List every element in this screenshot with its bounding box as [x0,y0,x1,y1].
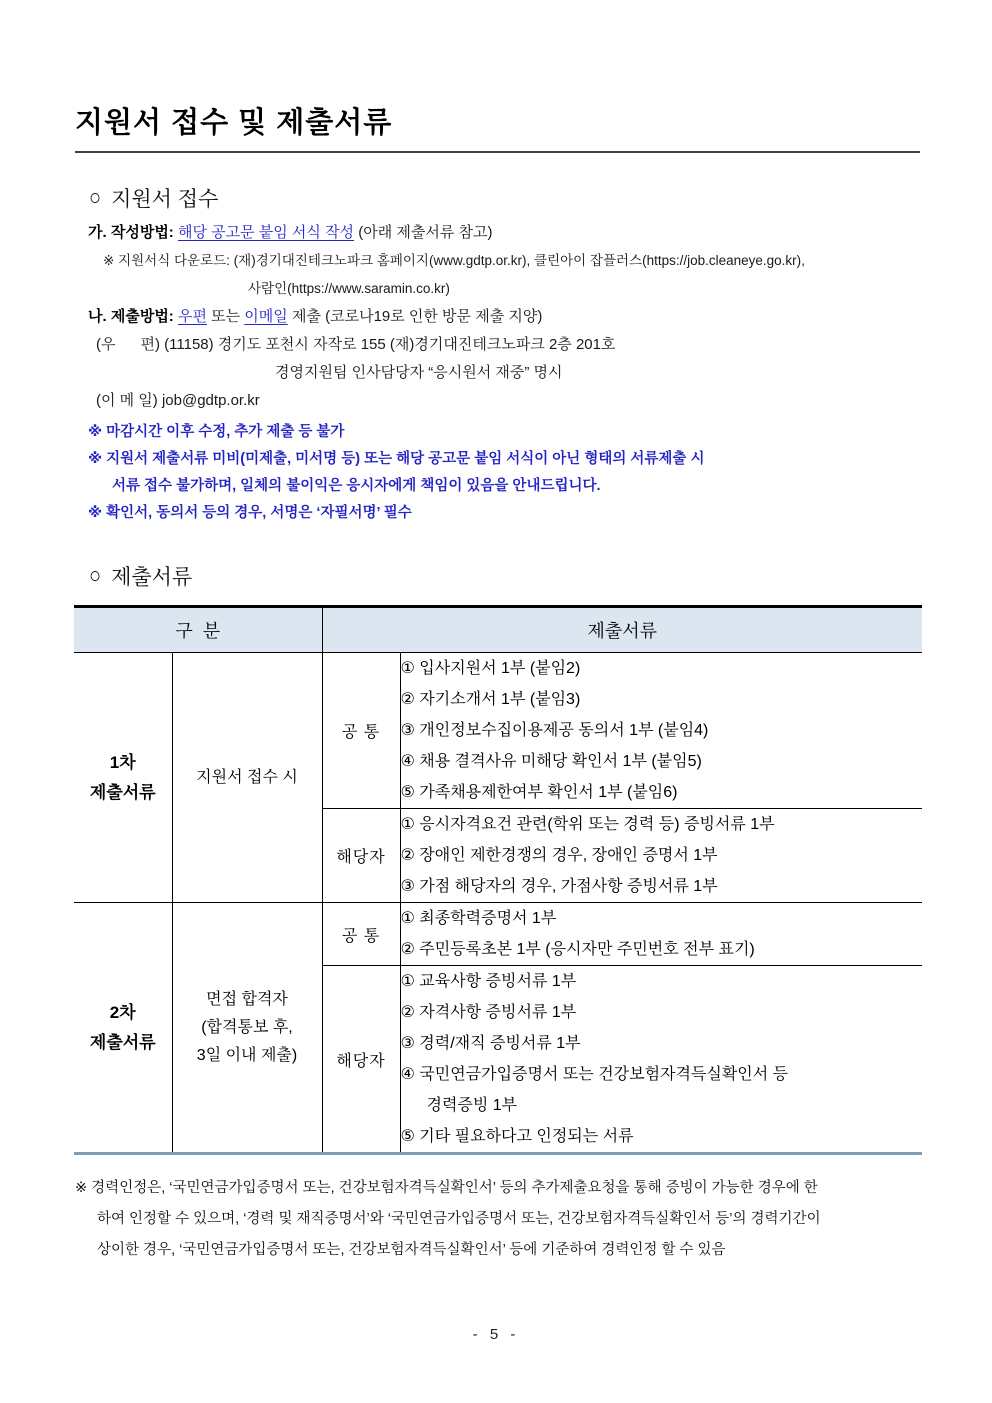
download-note-text: 지원서식 다운로드: (재)경기대진테크노파크 홈페이지(www.gdtp.or.kr), 클린아이 잡플러스(https://job.cleaneye.go.kr), [118,253,805,268]
type-cell-applicable: 해당자 [322,966,400,1154]
table-header-row [74,607,922,653]
footnote-line: 하여 인정할 수 있으며, ‘경력 및 재직증명서’와 ‘국민연금가입증명서 또는, 건강보험자격득실확인서 등’의 경력기간이 [97,1211,821,1227]
note-missing-docs: ※ 지원서 제출서류 미비(미제출, 미서명 등) 또는 해당 공고문 붙임 서식이 아닌 형태의 서류제출 시 [88,451,705,467]
doc-item: ③ 가점 해당자의 경우, 가점사항 증빙서류 1부 [400,878,718,895]
when-line: 지원서 접수 시 [196,768,298,786]
doc-item: ② 자격사항 증빙서류 1부 [400,1004,577,1021]
reference-mark: ※ [103,253,115,268]
doc-item: ① 최종학력증명서 1부 [400,910,557,927]
doc-item: ④ 채용 결격사유 미해당 확인서 1부 (붙임5) [400,753,702,770]
when-line: (합격통보 후, [201,1018,293,1036]
table-row [74,903,922,966]
postal-address-text: (11158) 경기도 포천시 자작로 155 (재)경기대진테크노파크 2층 201호 [164,336,616,353]
stage-cell-2nd [74,903,172,1154]
section-heading-apply [89,183,920,213]
items-cell [400,809,922,903]
when-line: 면접 합격자 [206,990,288,1008]
circle-bullet-icon: ○ [89,563,102,589]
line-download-note-2 [248,275,920,303]
line-download-note [103,247,920,275]
attachment-form-link[interactable]: 해당 공고문 붙임 서식 작성 [177,224,355,241]
item-label-na: 나. [88,308,107,325]
header-cell-documents: 제출서류 [322,607,922,653]
postal-address-text-2: 경영지원팀 인사담당자 “응시원서 재중” 명시 [275,364,563,381]
doc-item: ③ 개인정보수집이용제공 동의서 1부 (붙임4) [400,722,709,739]
section-heading-submit [89,561,920,591]
doc-item: ⑤ 기타 필요하다고 인정되는 서류 [400,1128,634,1145]
line-submit-method [88,303,920,331]
items-cell [400,966,922,1154]
when-cell-2nd [172,903,322,1154]
write-method-key: 작성방법: [110,224,174,241]
when-cell-1st [172,653,322,903]
note-deadline: ※ 마감시간 이후 수정, 추가 제출 등 불가 [88,424,345,440]
section-heading-submit-label: 제출서류 [111,566,193,589]
line-email-address [96,387,920,415]
note-missing-docs-2: 서류 접수 불가하며, 일체의 불이익은 응시자에게 책임이 있음을 안내드립니다. [112,478,601,494]
type-cell-common: 공 통 [322,653,400,809]
items-cell [400,903,922,966]
submit-method-rest: 제출 (코로나19로 인한 방문 제출 지양) [291,308,543,325]
doc-item: ① 응시자격요건 관련(학위 또는 경력 등) 증빙서류 1부 [400,816,775,833]
section-heading-apply-label: 지원서 접수 [111,188,219,211]
table-row [74,653,922,809]
doc-item: ② 주민등록초본 1부 (응시자만 주민번호 전부 표기) [400,941,755,958]
download-note-text-2: 사람인(https://www.saramin.co.kr) [248,281,450,296]
title-divider [75,151,920,153]
blue-notes-block [75,419,920,527]
line-postal-address-2 [275,359,920,387]
doc-item-continuation: 경력증빙 1부 [426,1097,518,1114]
career-recognition-footnote [75,1173,920,1266]
email-label: (이 메 일) [96,392,158,409]
stage-line: 제출서류 [89,782,156,802]
stage-cell-1st [74,653,172,903]
footnote-line: 상이한 경우, ‘국민연금가입증명서 또는, 건강보험자격득실확인서’ 등에 기준하여 경력인정 할 수 있음 [97,1242,726,1258]
header-cell-category: 구 분 [74,607,322,653]
when-line: 3일 이내 제출) [196,1046,298,1064]
doc-item: ② 자기소개서 1부 (붙임3) [400,691,581,708]
line-postal-address [96,331,920,359]
items-cell [400,653,922,809]
doc-item: ③ 경력/재직 증빙서류 1부 [400,1035,581,1052]
write-method-rest: (아래 제출서류 참고) [358,224,493,241]
circle-bullet-icon: ○ [89,185,102,211]
stage-line: 2차 [109,1002,136,1022]
line-write-method [88,219,920,247]
doc-item: ⑤ 가족채용제한여부 확인서 1부 (붙임6) [400,784,678,801]
note-signature: ※ 확인서, 동의서 등의 경우, 서명은 ‘자필서명’ 필수 [88,505,412,521]
item-label-ga: 가. [88,224,107,241]
page-title: 지원서 접수 및 제출서류 [75,107,393,139]
doc-item: ① 교육사항 증빙서류 1부 [400,973,577,990]
email-link[interactable]: 이메일 [244,308,288,325]
type-cell-applicable: 해당자 [322,809,400,903]
submission-docs-table [74,605,922,1155]
page-number: - 5 - [472,1326,520,1343]
stage-line: 제출서류 [89,1032,156,1052]
submit-method-key: 제출방법: [110,308,174,325]
type-cell-common: 공 통 [322,903,400,966]
footnote-line: ※ 경력인정은, ‘국민연금가입증명서 또는, 건강보험자격득실확인서’ 등의 추가제출요청을 통해 증빙이 가능한 경우에 한 [75,1180,818,1196]
submit-method-mid: 또는 [211,308,241,325]
mail-link[interactable]: 우편 [177,308,207,325]
postal-label: (우 편) [96,336,160,353]
doc-item: ④ 국민연금가입증명서 또는 건강보험자격득실확인서 등 [400,1066,789,1083]
doc-item: ① 입사지원서 1부 (붙임2) [400,660,581,677]
stage-line: 1차 [109,752,136,772]
doc-item: ② 장애인 제한경쟁의 경우, 장애인 증명서 1부 [400,847,718,864]
email-address-text: job@gdtp.or.kr [161,392,260,409]
